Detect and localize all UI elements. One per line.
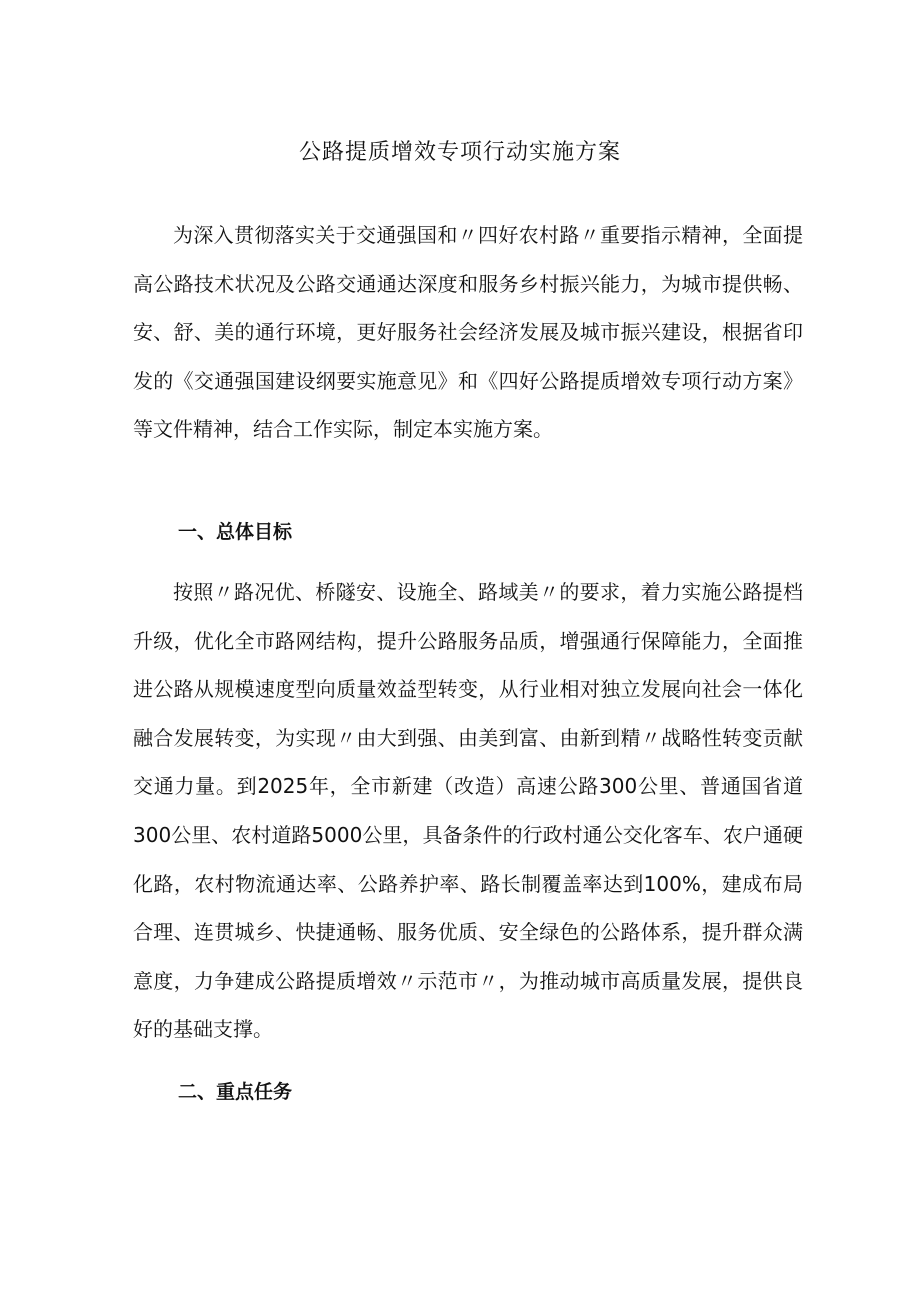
section-heading-key-tasks: 二、重点任务 xyxy=(178,1081,293,1103)
overall-goals-paragraph: 按照〃路况优、桥隧安、设施全、路域美〃的要求，着力实施公路提档升级，优化全市路网结构，提升公路服务品质，增强通行保障能力，全面推进公路从规模速度型向质量效益型转变，从行业相对独立发展向社会一体化融合发展转变，为实现〃由大到强、由美到富、由新到精〃战略性转变贡献交通力量。到2025年，全市新建（改造）高速公路300公里、普通国省道300公里、农村道路5000公里，具备条件的行政村通公交化客车、农户通硬化路，农村物流通达率、公路养护率、路长制覆盖率达到100%，建成布局合理、连贯城乡、快捷通畅、服务优质、安全绿色的公路体系，提升群众满意度，力争建成公路提质增效〃示范市〃，为推动城市高质量发展，提供良好的基础支撑。 xyxy=(133,580,803,1042)
intro-paragraph: 为深入贯彻落实关于交通强国和〃四好农村路〃重要指示精神，全面提高公路技术状况及公路交通通达深度和服务乡村振兴能力，为城市提供畅、安、舒、美的通行环境，更好服务社会经济发展及城市振兴建设，根据省印发的《交通强国建设纲要实施意见》和《四好公路提质增效专项行动方案》等文件精神，结合工作实际，制定本实施方案。 xyxy=(133,223,803,442)
section-heading-overall-goals: 一、总体目标 xyxy=(178,521,293,543)
document-title: 公路提质增效专项行动实施方案 xyxy=(298,139,621,165)
